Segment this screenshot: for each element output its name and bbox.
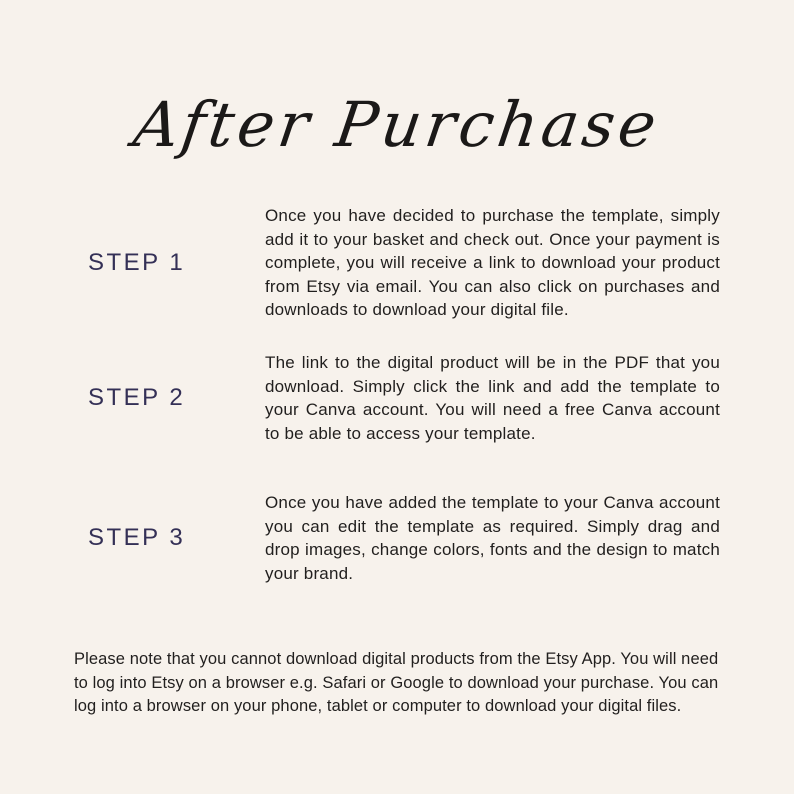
step-1-description: Once you have decided to purchase the template, simply add it to your basket and check out. Once your payment is complete, you will receive a link to download your product from Etsy via email. You can also click on purchases and downloads to download your digital file.	[265, 206, 720, 319]
step-3-label: STEP 3	[88, 524, 186, 551]
step-2-description: The link to the digital product will be in the PDF that you download. Simply click the link and add the template to your Canva account. You will need a free Canva account to be able to access your template.	[265, 353, 720, 443]
step-row-1	[0, 204, 794, 322]
step-2-label: STEP 2	[88, 384, 186, 411]
footer-note: Please note that you cannot download digital products from the Etsy App. You will need to log into Etsy on a browser e.g. Safari or Google to download your purchase. You can log into a browser on your phone, tablet or computer to download your digital files.	[74, 650, 719, 715]
step-3-description: Once you have added the template to your Canva account you can edit the template as required. Simply drag and drop images, change colors, fonts and the design to match your brand.	[265, 493, 720, 583]
page-title: After Purchase	[129, 88, 665, 161]
step-row-2	[0, 351, 794, 445]
step-row-3	[0, 491, 794, 585]
step-1-label: STEP 1	[88, 248, 186, 276]
